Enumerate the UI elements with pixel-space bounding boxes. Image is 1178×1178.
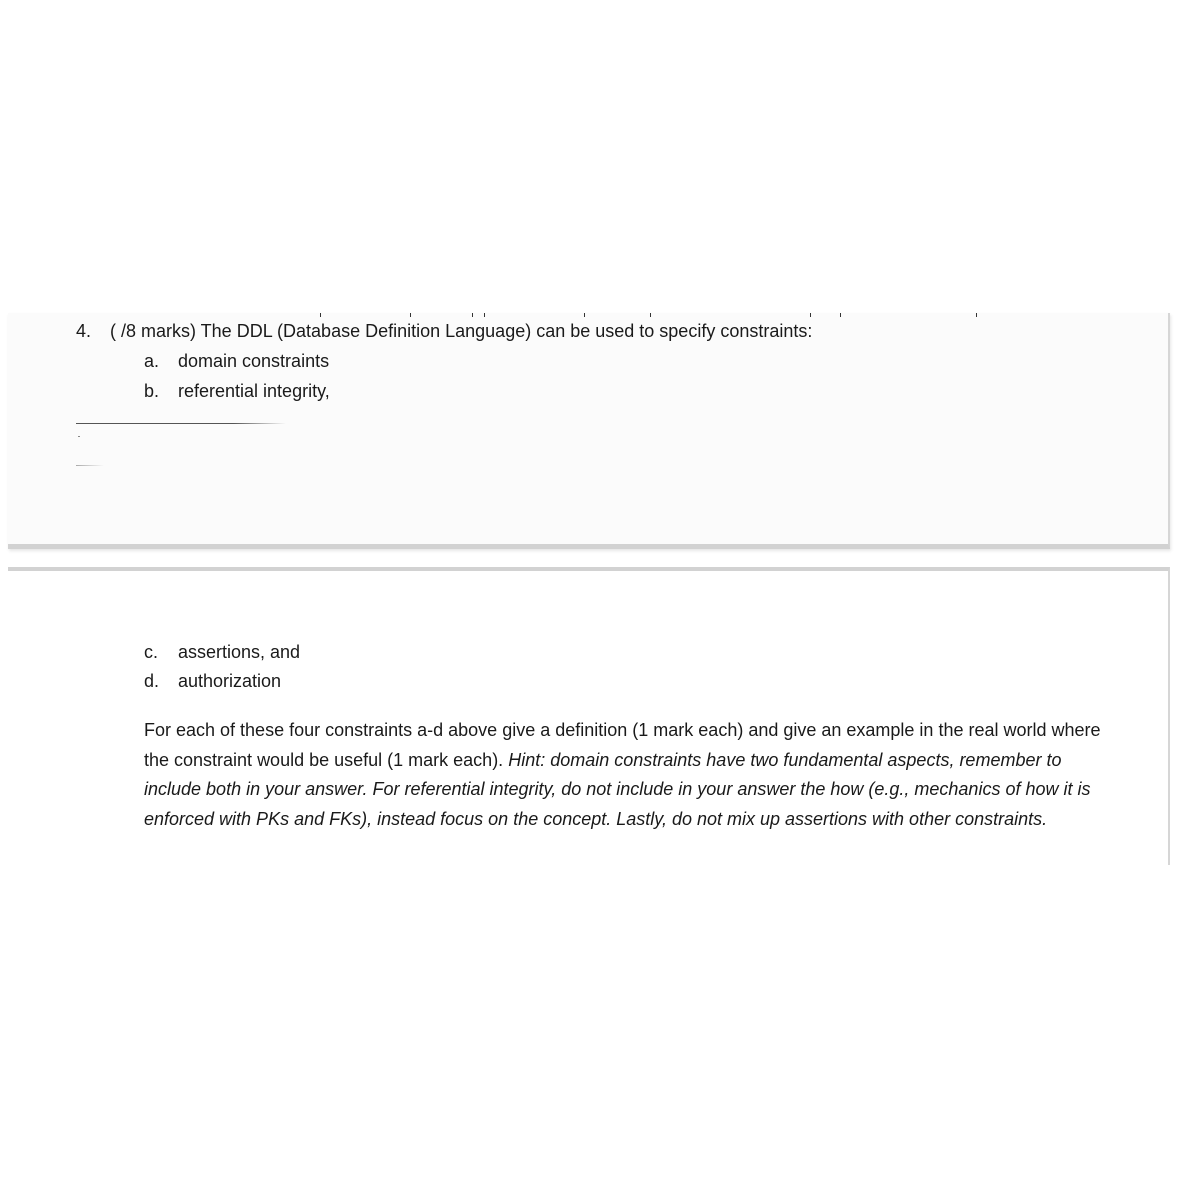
text-remnant	[976, 313, 977, 317]
question-text: ( /8 marks) The DDL (Database Definition Language) can be used to specify constraints:	[110, 321, 813, 341]
scan-speck	[76, 465, 104, 466]
instructions-paragraph	[144, 716, 1104, 834]
list-item	[144, 671, 281, 692]
question-header	[76, 321, 812, 342]
list-letter: a.	[144, 351, 160, 371]
list-letter: b.	[144, 381, 160, 401]
scan-speck	[78, 436, 80, 437]
list-text: referential integrity,	[178, 381, 330, 401]
instructions-hint: Hint: domain constraints have two fundamental aspects, remember to include both in your answer. For referential integrity, do not include in your answer the how (e.g., mechanics of how it is enforced with PKs and FKs), instead focus on the concept. Lastly, do not mix up assertions with other constraints.	[144, 749, 1091, 829]
text-remnant	[410, 313, 411, 317]
question-number: 4.	[76, 321, 92, 341]
list-item	[144, 351, 329, 372]
text-remnant	[810, 313, 811, 317]
text-remnant	[584, 313, 585, 317]
list-text: authorization	[178, 671, 282, 691]
page-bottom	[8, 567, 1170, 865]
list-item	[144, 642, 300, 663]
text-remnant	[320, 313, 321, 317]
list-item	[144, 381, 330, 402]
list-letter: d.	[144, 671, 160, 691]
list-letter: c.	[144, 642, 159, 662]
page-top	[8, 313, 1170, 549]
text-remnant	[650, 313, 651, 317]
footnote-divider	[76, 423, 286, 424]
list-text: domain constraints	[178, 351, 330, 371]
text-remnant	[472, 313, 473, 317]
list-text: assertions, and	[178, 642, 301, 662]
text-remnant	[484, 313, 485, 317]
text-remnant	[840, 313, 841, 317]
instructions-body: For each of these four constraints a-d above give a definition (1 mark each) and give an example in the real world where the constraint would be useful (1 mark each).	[144, 720, 1101, 770]
